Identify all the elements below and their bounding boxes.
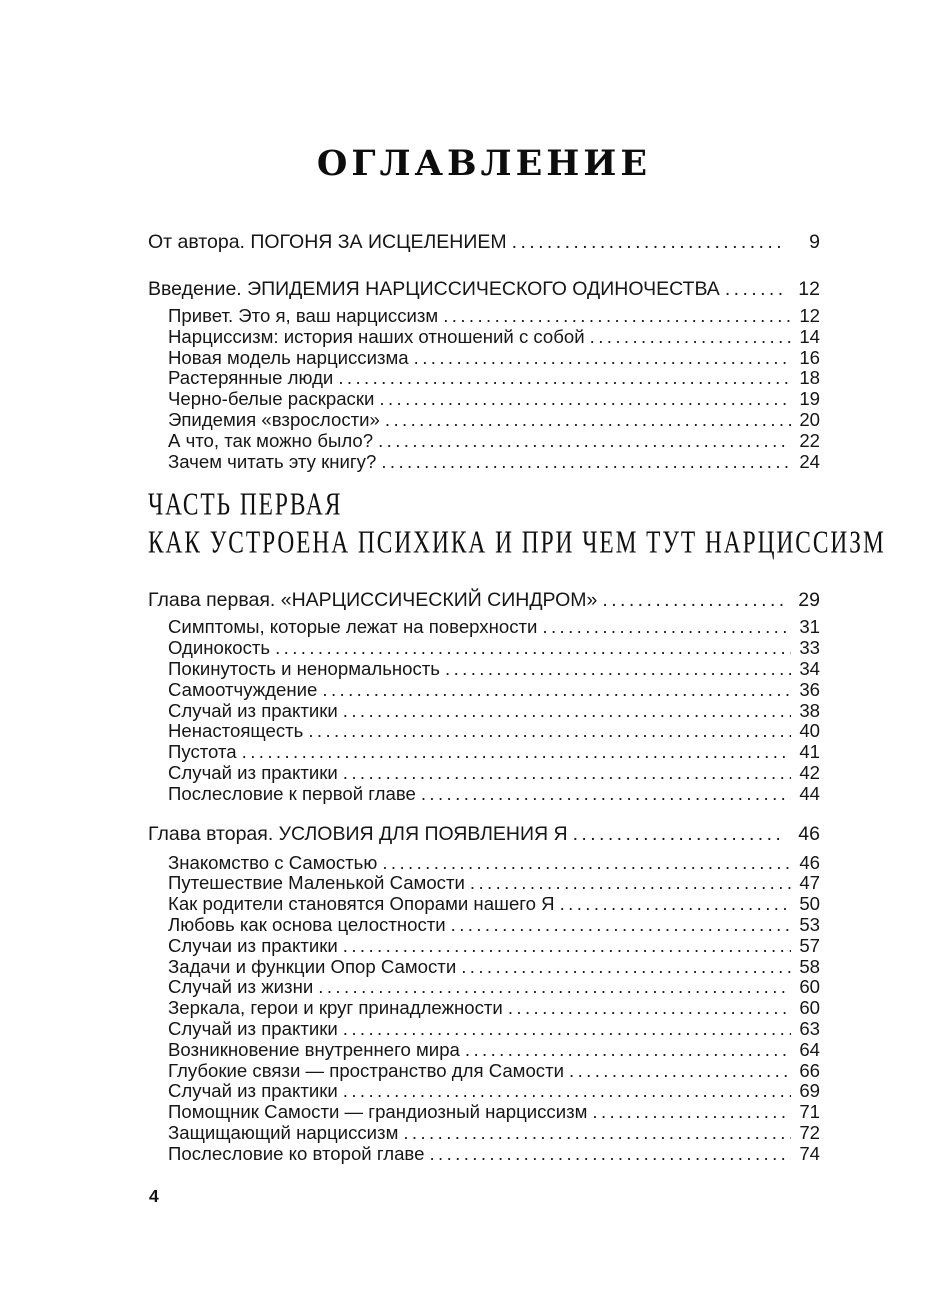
toc-entry-label: Случай из жизни <box>168 976 314 998</box>
leader-dots <box>590 327 791 348</box>
part-heading-line2-wrap <box>148 524 886 562</box>
toc-entry-label: Ненастоящесть <box>168 720 304 742</box>
toc-entry-page: 33 <box>799 637 820 659</box>
leader-dots <box>308 721 791 742</box>
toc-entry-label: Случаи из практики <box>168 934 338 956</box>
leader-dots <box>421 784 791 805</box>
toc-entry <box>148 327 820 348</box>
toc-entry <box>148 1061 820 1082</box>
toc-entry-label: А что, так можно было? <box>168 429 374 451</box>
toc-entry-page: 36 <box>799 678 820 700</box>
toc-entry <box>148 915 820 936</box>
toc-entry-label: Знакомство с Самостью <box>168 851 378 873</box>
toc-entry-label: Случай из практики <box>168 1080 338 1102</box>
toc-entry-label: Эпидемия «взрослости» <box>168 408 380 430</box>
toc-entry <box>148 368 820 389</box>
leader-dots <box>465 1040 791 1061</box>
toc-entry-page: 60 <box>799 976 820 998</box>
leader-dots <box>429 1144 791 1165</box>
toc-entry-label: Возникновение внутреннего мира <box>168 1038 460 1060</box>
toc-entry-label: Привет. Это я, ваш нарциссизм <box>168 305 439 326</box>
leader-dots <box>560 894 791 915</box>
toc-entry-page: 24 <box>799 450 820 472</box>
leader-dots <box>414 348 791 369</box>
toc-entry-page: 34 <box>799 657 820 679</box>
toc-entry <box>148 701 820 722</box>
leader-dots <box>343 936 791 957</box>
leader-dots <box>470 873 791 894</box>
toc-entry <box>148 1144 820 1165</box>
toc-entry <box>148 348 820 369</box>
toc-entry-intro <box>148 277 820 301</box>
leader-dots <box>343 701 791 722</box>
toc-sub-list-intro <box>148 306 820 472</box>
toc-entry <box>148 1102 820 1123</box>
leader-dots <box>385 410 791 431</box>
toc-entry-label: Зеркала, герои и круг принадлежности <box>168 997 503 1019</box>
toc-entry <box>148 763 820 784</box>
toc-entry-label: Случай из практики <box>168 699 338 721</box>
toc-entry-label: Самоотчуждение <box>168 678 318 700</box>
toc-entry-label: Зачем читать эту книгу? <box>168 450 377 472</box>
toc-entry-label: Послесловие ко второй главе <box>168 1142 425 1164</box>
toc-entry <box>148 306 820 327</box>
toc-entry-page: 29 <box>798 589 820 612</box>
toc-entry <box>148 1123 820 1144</box>
toc-entry-chapter-2 <box>148 822 820 846</box>
toc-entry-page: 44 <box>799 782 820 804</box>
toc-entry <box>148 452 820 473</box>
toc-entry-label: Одинокость <box>168 637 271 659</box>
leader-dots <box>382 853 791 874</box>
toc-entry-label: Новая модель нарциссизма <box>168 346 409 368</box>
toc-entry <box>148 431 820 452</box>
toc-entry-page: 53 <box>799 913 820 935</box>
part-heading <box>148 486 886 562</box>
leader-dots <box>343 1081 791 1102</box>
toc-entry-label: Любовь как основа целостности <box>168 913 446 935</box>
toc-entry-page: 58 <box>799 955 820 977</box>
toc-entry-label: Путешествие Маленькой Самости <box>168 872 465 894</box>
toc-entry <box>148 894 820 915</box>
toc-entry <box>148 617 820 638</box>
toc-entry-label: Защищающий нарциссизм <box>168 1121 399 1143</box>
toc-sub-list-chapter-2 <box>148 853 820 1165</box>
toc-entry-label: Случай из практики <box>168 761 338 783</box>
part-heading-line2: КАК УСТРОЕНА ПСИХИКА И ПРИ ЧЕМ ТУТ НАРЦИССИЗМ <box>148 525 886 561</box>
toc-entry <box>148 936 820 957</box>
toc-entry-label: Глава первая. «НАРЦИССИЧЕСКИЙ СИНДРОМ» <box>148 589 598 612</box>
toc-entry <box>148 410 820 431</box>
leader-dots <box>592 1102 791 1123</box>
footer-page-number: 4 <box>149 1186 159 1206</box>
leader-dots <box>573 822 786 846</box>
toc-entry-page: 20 <box>799 408 820 430</box>
toc-entry-chapter-1 <box>148 588 820 612</box>
toc-entry-page: 12 <box>799 305 820 326</box>
leader-dots <box>343 763 791 784</box>
part-heading-line1: ЧАСТЬ ПЕРВАЯ <box>148 487 343 523</box>
part-heading-line1-wrap <box>148 486 820 524</box>
toc-entry-label: Помощник Самости — грандиозный нарциссизм <box>168 1101 588 1123</box>
leader-dots <box>602 588 786 612</box>
toc-entry-label: Послесловие к первой главе <box>168 782 416 804</box>
toc-entry-page: 50 <box>799 893 820 915</box>
leader-dots <box>443 306 791 327</box>
toc-entry-page: 38 <box>799 699 820 721</box>
toc-entry-page: 31 <box>799 616 820 638</box>
leader-dots <box>242 742 791 763</box>
leader-dots <box>343 1019 791 1040</box>
toc-entry-label: Нарциссизм: история наших отношений с собой <box>168 325 585 347</box>
toc-entry-label: Симптомы, которые лежат на поверхности <box>168 616 538 638</box>
toc-entry-page: 41 <box>799 741 820 763</box>
toc-entry-page: 72 <box>799 1121 820 1143</box>
leader-dots <box>403 1123 791 1144</box>
toc-entry-label: Задачи и функции Опор Самости <box>168 955 457 977</box>
toc-entry-page: 66 <box>799 1059 820 1081</box>
toc-entry-page: 46 <box>799 851 820 873</box>
toc-entry-label: Введение. ЭПИДЕМИЯ НАРЦИССИЧЕСКОГО ОДИНОЧЕСТВА <box>148 278 720 300</box>
page-title: ОГЛАВЛЕНИЕ <box>316 143 652 184</box>
toc-entry <box>148 680 820 701</box>
leader-dots <box>725 277 786 301</box>
toc-entry-label: Глава вторая. УСЛОВИЯ ДЛЯ ПОЯВЛЕНИЯ Я <box>148 822 568 845</box>
leader-dots <box>318 977 791 998</box>
toc-entry-page: 74 <box>799 1142 820 1164</box>
leader-dots <box>451 915 791 936</box>
leader-dots <box>378 431 791 452</box>
toc-entry-page: 40 <box>799 720 820 742</box>
toc-entry-label: Случай из практики <box>168 1017 338 1039</box>
toc-entry <box>148 389 820 410</box>
toc-entry-page: 64 <box>799 1038 820 1060</box>
toc-sub-list-chapter-1 <box>148 617 820 804</box>
toc-entry <box>148 1019 820 1040</box>
toc-entry <box>148 853 820 874</box>
toc-entry-page: 16 <box>799 346 820 368</box>
toc-entry-page: 19 <box>799 388 820 410</box>
toc-entry <box>148 873 820 894</box>
toc-entry <box>148 977 820 998</box>
toc-entry-page: 46 <box>798 822 820 845</box>
leader-dots <box>275 638 791 659</box>
toc-entry-page: 63 <box>799 1017 820 1039</box>
leader-dots <box>338 368 791 389</box>
leader-dots <box>508 998 791 1019</box>
toc-entry-label: Глубокие связи — пространство для Самости <box>168 1059 565 1081</box>
toc-entry-front <box>148 230 820 254</box>
toc-entry-page: 22 <box>799 429 820 451</box>
toc-entry <box>148 957 820 978</box>
toc-entry-label: Покинутость и ненормальность <box>168 657 440 679</box>
toc-entry-page: 71 <box>799 1101 820 1123</box>
toc-entry <box>148 1081 820 1102</box>
leader-dots <box>379 389 791 410</box>
toc-entry-label: Растерянные люди <box>168 367 334 389</box>
toc-entry-page: 9 <box>809 231 820 253</box>
leader-dots <box>512 230 786 254</box>
leader-dots <box>542 617 791 638</box>
toc-entry-label: Пустота <box>168 741 237 763</box>
toc-entry-page: 57 <box>799 934 820 956</box>
toc-entry-page: 60 <box>799 997 820 1019</box>
toc-entry-page: 18 <box>799 367 820 389</box>
toc-entry <box>148 742 820 763</box>
leader-dots <box>569 1061 791 1082</box>
leader-dots <box>461 957 791 978</box>
toc-entry <box>148 998 820 1019</box>
toc-entry <box>148 721 820 742</box>
toc-entry-label: Как родители становятся Опорами нашего Я <box>168 893 555 915</box>
leader-dots <box>322 680 791 701</box>
toc-entry-label: Черно-белые раскраски <box>168 388 375 410</box>
toc-entry-page: 42 <box>799 761 820 783</box>
toc-entry-label: От автора. ПОГОНЯ ЗА ИСЦЕЛЕНИЕМ <box>148 231 507 253</box>
toc-entry <box>148 659 820 680</box>
toc-entry <box>148 638 820 659</box>
toc-entry <box>148 784 820 805</box>
toc-entry-page: 14 <box>799 325 820 347</box>
leader-dots <box>445 659 791 680</box>
toc-entry-page: 47 <box>799 872 820 894</box>
toc-entry <box>148 1040 820 1061</box>
leader-dots <box>381 452 791 473</box>
toc-entry-page: 69 <box>799 1080 820 1102</box>
toc-entry-page: 12 <box>798 278 820 300</box>
